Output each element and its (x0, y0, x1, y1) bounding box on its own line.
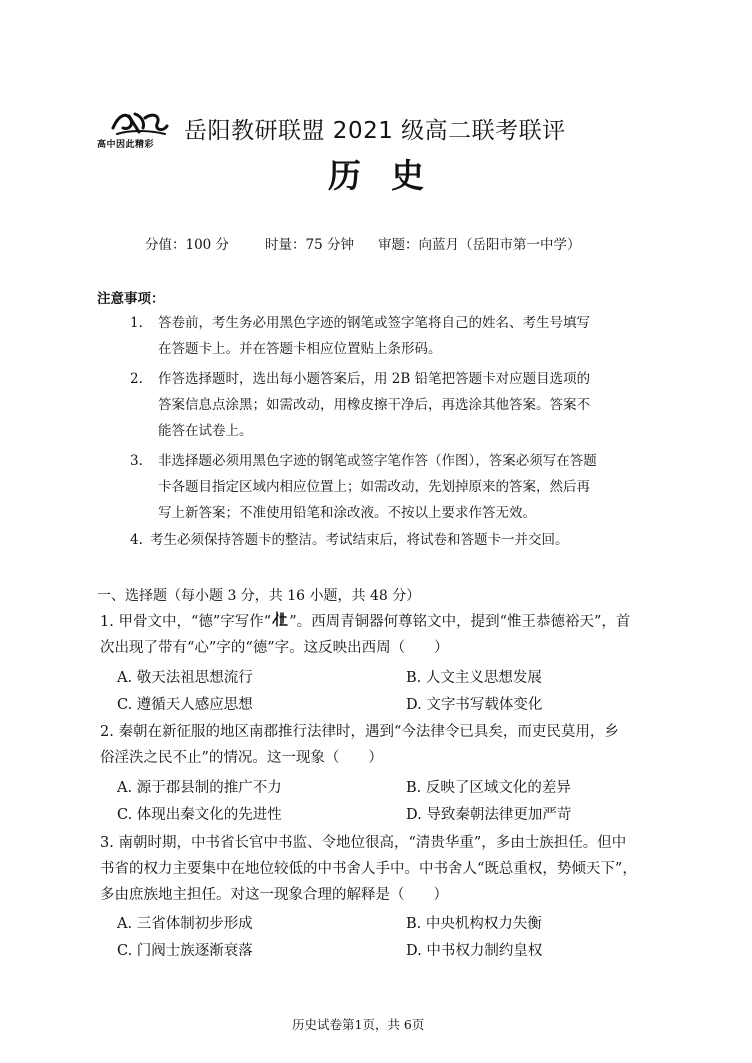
question-1-option-a[interactable]: A. 敬天法祖思想流行 (117, 670, 253, 686)
question-1 (100, 609, 630, 635)
notice-item-3-line: 非选择题必须用黑色字迹的钢笔或签字笔作答（作图），答案必须写在答题 (158, 453, 597, 469)
question-2-line-2: 俗淫泆之民不止”的情况。这一现象（ ） (100, 750, 383, 766)
notice-item-3-line: 卡各题目指定区域内相应位置上；如需改动，先划掉原来的答案，然后再 (158, 479, 590, 495)
meta-reviewer: 审题：向蓝月（岳阳市第一中学） (378, 237, 581, 253)
exam-title: 岳阳教研联盟 2021 级高二联考联评 (184, 118, 566, 144)
meta-time: 时量：75 分钟 (265, 237, 354, 253)
question-1-option-b[interactable]: B. 人文主义思想发展 (406, 670, 542, 686)
page-footer: 历史试卷第1页，共 6页 (292, 1017, 425, 1032)
subject-title: 历史 (328, 156, 454, 195)
notice-item-2-line: 作答选择题时，选出每小题答案后，用 2B 铅笔把答题卡对应题目选项的 (158, 371, 591, 387)
question-1-line-2: 次出现了带有“心”字的“德”字。这反映出西周（ ） (100, 640, 449, 656)
question-2-line-1: 2. 秦朝在新征服的地区南郡推行法律时，遇到“今法律令已具矣，而吏民莫用，乡 (100, 724, 619, 740)
meta-score: 分值：100 分 (145, 237, 230, 253)
notice-item-1-num: 1. (130, 315, 143, 331)
notice-item-4-line: 考生必须保持答题卡的整洁。考试结束后，将试卷和答题卡一并交回。 (150, 532, 569, 548)
notice-item-2-num: 2. (130, 371, 143, 387)
calligraphy-logo-icon (109, 108, 171, 138)
question-3-line-1: 3. 南朝时期，中书省长官中书监、令地位很高，“清贵华重”，多由士族担任。但中 (100, 835, 627, 851)
notice-item-1-line: 答卷前，考生务必用黑色字迹的钢笔或签字笔将自己的姓名、考生号填写 (158, 315, 590, 331)
question-3-option-c[interactable]: C. 门阀士族逐渐衰落 (117, 943, 253, 959)
notice-item-2-line: 答案信息点涂黑；如需改动，用橡皮擦干净后，再选涂其他答案。答案不 (158, 397, 590, 413)
logo (97, 108, 183, 150)
notice-item-4-num: 4. (130, 532, 143, 548)
question-2-option-b[interactable]: B. 反映了区域文化的差异 (406, 780, 571, 796)
question-2-option-c[interactable]: C. 体现出秦文化的先进性 (117, 807, 282, 823)
question-3-line-3: 多由庶族地主担任。对这一现象合理的解释是（ ） (100, 887, 448, 903)
notice-item-3-num: 3. (130, 453, 143, 469)
logo-caption: 高中因此精彩 (97, 140, 155, 150)
question-1-option-c[interactable]: C. 遵循天人感应思想 (117, 697, 253, 713)
question-2-option-a[interactable]: A. 源于郡县制的推广不力 (117, 780, 282, 796)
notice-item-1-line: 在答题卡上。并在答题卡相应位置贴上条形码。 (158, 341, 442, 357)
question-1-text-b: ”。西周青铜器何尊铭文中，提到“惟王恭德裕天”，首 (289, 614, 631, 630)
oracle-bone-glyph-icon (271, 609, 289, 629)
question-1-option-d[interactable]: D. 文字书写载体变化 (406, 697, 543, 713)
notice-item-3-line: 写上新答案；不准使用铅笔和涂改液。不按以上要求作答无效。 (158, 505, 536, 521)
question-3-line-2: 书省的权力主要集中在地位较低的中书舍人手中。中书舍人“既总重权，势倾天下”， (100, 861, 637, 877)
question-3-option-d[interactable]: D. 中书权力制约皇权 (406, 943, 543, 959)
notice-heading: 注意事项： (97, 291, 165, 307)
question-1-text-a: 1. 甲骨文中，“德”字写作“ (100, 614, 272, 630)
question-2-option-d[interactable]: D. 导致秦朝法律更加严苛 (406, 807, 572, 823)
question-3-option-a[interactable]: A. 三省体制初步形成 (117, 916, 253, 932)
section-heading: 一、选择题（每小题 3 分，共 16 小题，共 48 分） (97, 588, 421, 604)
question-3-option-b[interactable]: B. 中央机构权力失衡 (406, 916, 542, 932)
notice-item-2-line: 能答在试卷上。 (158, 423, 253, 439)
